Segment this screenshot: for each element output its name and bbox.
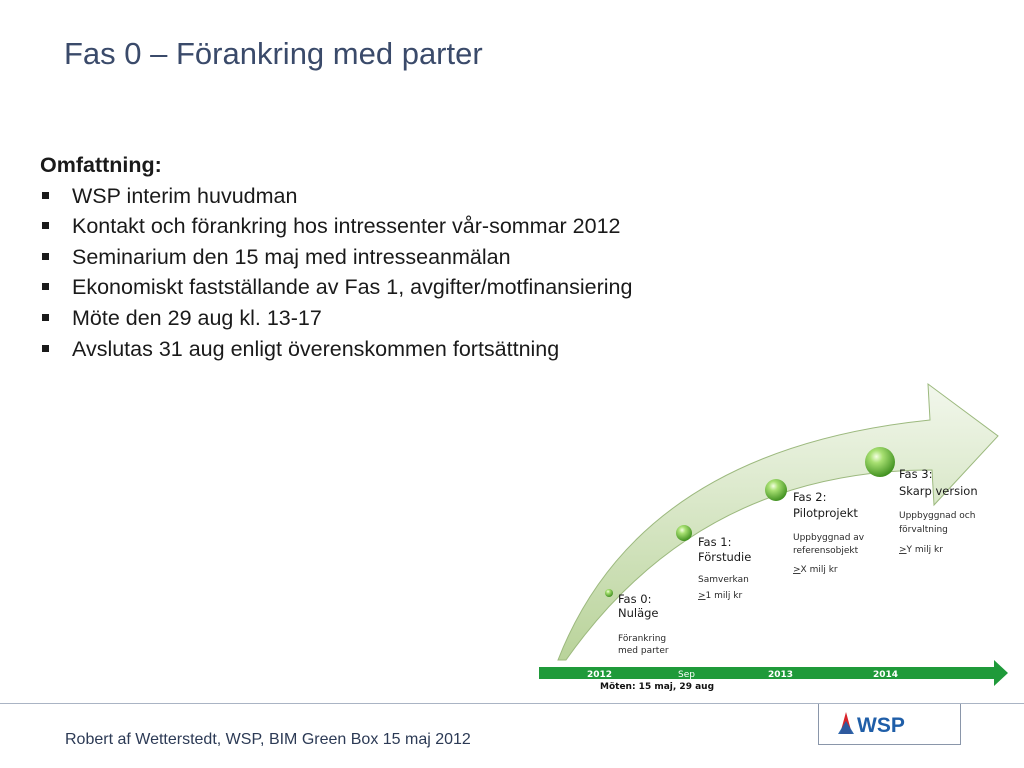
phase-1-marker-icon [676,525,692,541]
phase-0-name: Nuläge [618,606,659,620]
phase-2-desc-2: referensobjekt [793,546,859,556]
phase-3-desc: Uppbyggnad och [899,511,976,521]
wsp-logo-mark [819,704,960,744]
phase-3-marker-icon [865,447,895,477]
phase-3-name: Skarp version [899,484,978,498]
timeline-meetings: Möten: 15 maj, 29 aug [600,682,715,692]
scope-item-text: Avslutas 31 aug enligt överenskommen fortsättning [72,336,560,361]
phase-2-marker-icon [765,479,787,501]
phase-1-desc: Samverkan [698,575,749,585]
timeline-label-sep: Sep [678,670,695,680]
phase-1-cost: >1 milj kr [698,591,743,601]
scope-item-text: Ekonomiskt fastställande av Fas 1, avgifter/motfinansiering [72,275,633,300]
phase-1-name: Förstudie [698,550,752,564]
phase-3-title: Fas 3: [899,467,933,481]
phase-3-cost: >Y milj kr [899,545,943,555]
phase-0-desc-2: med parter [618,646,669,656]
scope-heading: Omfattning: [40,153,162,177]
phase-0-title: Fas 0: [618,592,652,606]
phase-2-name: Pilotprojekt [793,506,858,520]
phase-2-title: Fas 2: [793,490,827,504]
scope-item-text: Seminarium den 15 maj med intresseanmälan [72,244,511,269]
scope-item-text: WSP interim huvudman [72,183,298,208]
phase-1-title: Fas 1: [698,535,732,549]
timeline-label-2012: 2012 [587,670,613,680]
timeline-label-2014: 2014 [873,670,899,680]
scope-item-text: Kontakt och förankring hos intressenter vår-sommar 2012 [72,214,621,239]
phase-2-cost: >X milj kr [793,565,838,575]
wsp-logo-text: WSP [857,714,905,737]
footer-text: Robert af Wetterstedt, WSP, BIM Green Box 15 maj 2012 [65,731,471,748]
wsp-logo [818,704,961,745]
phase-2-desc: Uppbyggnad av [793,533,865,543]
slide-title: Fas 0 – Förankring med parter [64,36,483,71]
scope-item-text: Möte den 29 aug kl. 13-17 [72,305,322,330]
timeline-label-2013: 2013 [768,670,794,680]
phase-0-desc: Förankring [618,634,667,644]
phase-0-marker-icon [605,589,613,597]
phase-3-desc-2: förvaltning [899,525,948,535]
